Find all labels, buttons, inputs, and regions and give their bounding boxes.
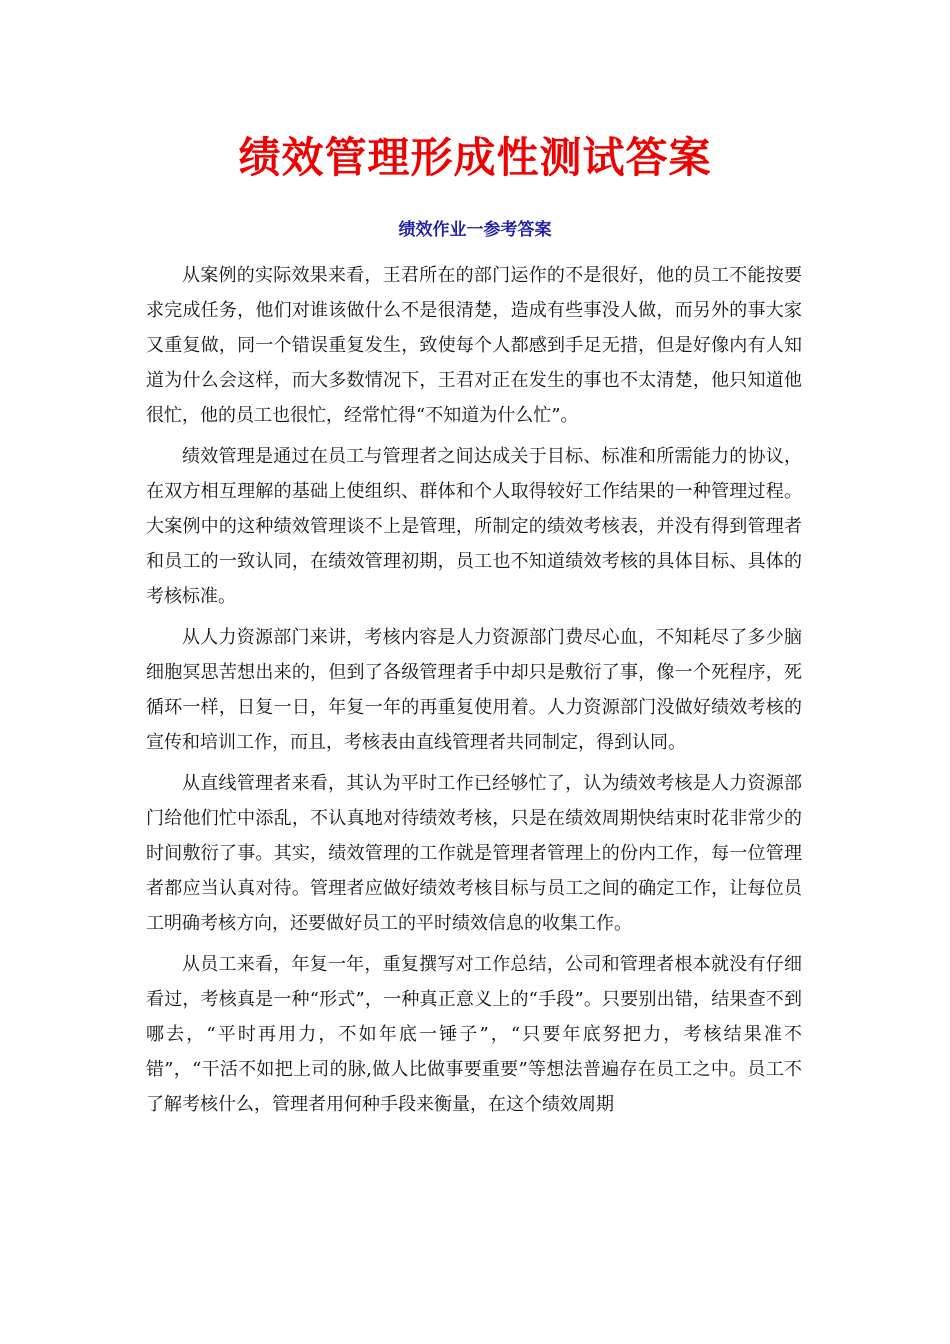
document-subtitle: 绩效作业一参考答案 [398, 220, 552, 240]
paragraph-1: 从案例的实际效果来看，王君所在的部门运作的不是很好，他的员工不能按要求完成任务，他们对谁该做什么不是很清楚，造成有些事没人做，而另外的事大家又重复做，同一个错误重复发生，致使每个人都感到手足无措，但是好像内有人知道为什么会这样，而大多数情况下，王君对正在发生的事也不太清楚，他只知道他很忙，他的员工也很忙，经常忙得“不知道为什么忙”。 [146, 265, 802, 426]
paragraph-2: 绩效管理是通过在员工与管理者之间达成关于目标、标准和所需能力的协议，在双方相互理解的基础上使组织、群体和个人取得较好工作结果的一种管理过程。大案例中的这种绩效管理谈不上是管理，所制定的绩效考核表，并没有得到管理者和员工的一致认同，在绩效管理初期，员工也不知道绩效考核的具体目标、具体的考核标准。 [146, 446, 802, 607]
document-body [146, 258, 802, 1128]
paragraph-5: 从员工来看，年复一年，重复撰写对工作总结，公司和管理者根本就没有仔细看过，考核真是一种“形式”，一种真正意义上的“手段”。只要别出错，结果查不到哪去，“平时再用力，不如年底一锤子”，“只要年底努把力，考核结果准不错”，“干活不如把上司的脉,做人比做事要重要”等想法普遍存在员工之中。员工不了解考核什么，管理者用何种手段来衡量，在这个绩效周期 [146, 954, 802, 1115]
paragraph-4: 从直线管理者来看，其认为平时工作已经够忙了，认为绩效考核是人力资源部门给他们忙中添乱，不认真地对待绩效考核，只是在绩效周期快结束时花非常少的时间敷衍了事。其实，绩效管理的工作就是管理者管理上的份内工作，每一位管理者都应当认真对待。管理者应做好绩效考核目标与员工之间的确定工作，让每位员工明确考核方向，还要做好员工的平时绩效信息的收集工作。 [146, 773, 802, 934]
paragraph-3: 从人力资源部门来讲，考核内容是人力资源部门费尽心血，不知耗尽了多少脑细胞冥思苦想出来的，但到了各级管理者手中却只是敷衍了事，像一个死程序，死循环一样，日复一日，年复一年的再重复使用着。人力资源部门没做好绩效考核的宣传和培训工作，而且，考核表由直线管理者共同制定，得到认同。 [146, 627, 802, 753]
document-title: 绩效管理形成性测试答案 [238, 133, 712, 182]
